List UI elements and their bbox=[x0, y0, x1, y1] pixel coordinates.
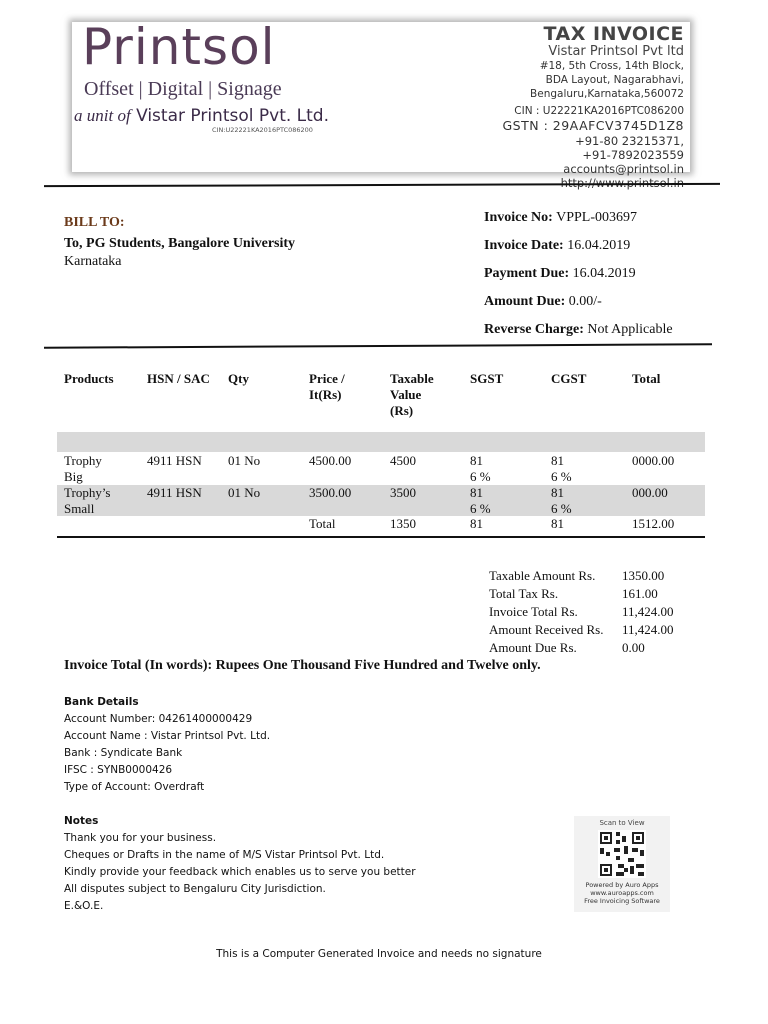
table-total-sgst: 81 bbox=[470, 516, 483, 531]
cgst-amount: 81 bbox=[551, 485, 564, 500]
col-products: Products bbox=[64, 371, 114, 386]
invoice-number bbox=[484, 204, 673, 232]
summary-due-value: 0.00 bbox=[622, 640, 645, 655]
qr-caption bbox=[574, 881, 670, 905]
address-line-3: Bengaluru,Karnataka,560072 bbox=[530, 88, 684, 100]
bank-details-title: Bank Details bbox=[64, 696, 139, 708]
company-gstn: GSTN : 29AAFCV3745D1Z8 bbox=[502, 118, 684, 133]
invoice-number-label: Invoice No: bbox=[484, 210, 553, 225]
row-hsn: 4911 HSN bbox=[147, 485, 202, 500]
col-hsn: HSN / SAC bbox=[147, 371, 210, 386]
qr-tagline: Free Invoicing Software bbox=[584, 897, 660, 905]
bank-details bbox=[64, 694, 270, 796]
cgst-rate: 6 % bbox=[551, 469, 572, 484]
summary-taxable-value: 1350.00 bbox=[622, 568, 665, 583]
row-cgst bbox=[551, 485, 572, 517]
summary-tax-value: 161.00 bbox=[622, 586, 658, 601]
bank-account-number: Account Number: 04261400000429 bbox=[64, 713, 253, 725]
summary-invoice-total-label: Invoice Total Rs. bbox=[489, 604, 578, 619]
row-total: 0000.00 bbox=[632, 453, 675, 468]
col-cgst: CGST bbox=[551, 371, 587, 386]
col-taxable-line-1: Taxable bbox=[390, 371, 434, 386]
sgst-amount: 81 bbox=[470, 485, 483, 500]
footer-note: This is a Computer Generated Invoice and needs no signature bbox=[216, 948, 542, 960]
notes-line: Kindly provide your feedback which enables us to serve you better bbox=[64, 866, 416, 878]
notes-line: Cheques or Drafts in the name of M/S Vistar Printsol Pvt. Ltd. bbox=[64, 849, 385, 861]
notes-line: All disputes subject to Bengaluru City Jurisdiction. bbox=[64, 883, 326, 895]
row-taxable: 4500 bbox=[390, 453, 416, 468]
row-price: 4500.00 bbox=[309, 453, 352, 468]
table-row bbox=[57, 453, 705, 485]
col-taxable bbox=[390, 371, 434, 419]
row-cgst bbox=[551, 453, 572, 485]
row-product bbox=[64, 453, 102, 485]
summary-received-value: 11,424.00 bbox=[622, 622, 674, 637]
cgst-rate: 6 % bbox=[551, 501, 572, 516]
payment-due-label: Payment Due: bbox=[484, 266, 570, 281]
summary-received-label: Amount Received Rs. bbox=[489, 622, 604, 637]
reverse-charge-label: Reverse Charge: bbox=[484, 322, 584, 337]
row-sgst bbox=[470, 453, 491, 485]
qr-scan-label: Scan to View bbox=[599, 819, 645, 827]
row-product bbox=[64, 485, 110, 517]
table-row bbox=[57, 485, 705, 516]
row-qty: 01 No bbox=[228, 453, 261, 468]
summary-taxable-label: Taxable Amount Rs. bbox=[489, 568, 596, 583]
row-hsn: 4911 HSN bbox=[147, 453, 202, 468]
col-sgst: SGST bbox=[470, 371, 504, 386]
col-price-line-1: Price / bbox=[309, 371, 345, 386]
company-name: Vistar Printsol Pvt ltd bbox=[548, 44, 684, 59]
table-spacer-row bbox=[57, 432, 705, 452]
col-qty: Qty bbox=[228, 371, 249, 386]
table-total-amount: 1512.00 bbox=[632, 516, 675, 531]
bank-ifsc: IFSC : SYNB0000426 bbox=[64, 764, 173, 776]
sgst-rate: 6 % bbox=[470, 501, 491, 516]
address-line-1: #18, 5th Cross, 14th Block, bbox=[539, 60, 684, 72]
row-sgst bbox=[470, 485, 491, 517]
col-total: Total bbox=[632, 371, 661, 386]
logo-tagline: Offset | Digital | Signage bbox=[84, 78, 282, 100]
bank-name: Bank : Syndicate Bank bbox=[64, 747, 183, 759]
document-title: TAX INVOICE bbox=[543, 23, 684, 45]
payment-due-value: 16.04.2019 bbox=[572, 266, 636, 281]
row-qty: 01 No bbox=[228, 485, 261, 500]
col-price-line-2: It(Rs) bbox=[309, 387, 342, 402]
bank-account-type: Type of Account: Overdraft bbox=[64, 781, 205, 793]
amount-due-label: Amount Due: bbox=[484, 294, 566, 309]
product-name-line-2: Small bbox=[64, 501, 95, 516]
logo-unit-company: Vistar Printsol Pvt. Ltd. bbox=[136, 106, 329, 126]
invoice-number-value: VPPL-003697 bbox=[556, 210, 637, 225]
row-taxable: 3500 bbox=[390, 485, 416, 500]
logo-cin: CIN:U22221KA2016PTC086200 bbox=[212, 126, 313, 134]
row-price: 3500.00 bbox=[309, 485, 352, 500]
table-total-taxable: 1350 bbox=[390, 516, 416, 531]
company-logo: Printsol bbox=[82, 18, 276, 76]
product-name-line-1: Trophy bbox=[64, 453, 102, 468]
company-details bbox=[503, 24, 685, 190]
table-total-label: Total bbox=[309, 516, 336, 531]
bill-to-state: Karnataka bbox=[64, 254, 122, 269]
payment-due bbox=[484, 260, 673, 288]
address-line-2: BDA Layout, Nagarabhavi, bbox=[545, 74, 684, 86]
amount-due bbox=[484, 288, 673, 316]
invoice-date bbox=[484, 232, 673, 260]
bill-to-name: To, PG Students, Bangalore University bbox=[64, 236, 296, 251]
logo-unit-line bbox=[74, 106, 329, 126]
cgst-amount: 81 bbox=[551, 453, 564, 468]
company-cin: CIN : U22221KA2016PTC086200 bbox=[514, 105, 684, 117]
bill-to-label: BILL TO: bbox=[64, 215, 125, 230]
summary-invoice-total-value: 11,424.00 bbox=[622, 604, 674, 619]
invoice-date-value: 16.04.2019 bbox=[567, 238, 631, 253]
summary-tax-label: Total Tax Rs. bbox=[489, 586, 559, 601]
row-total: 000.00 bbox=[632, 485, 668, 500]
notes-title: Notes bbox=[64, 815, 99, 827]
qr-code-icon[interactable] bbox=[598, 830, 646, 878]
company-email[interactable]: accounts@printsol.in bbox=[563, 162, 684, 176]
summary-due-label: Amount Due Rs. bbox=[489, 640, 577, 655]
amount-due-value: 0.00/- bbox=[568, 294, 602, 309]
table-total-cgst: 81 bbox=[551, 516, 564, 531]
col-price bbox=[309, 371, 345, 403]
product-name-line-2: Big bbox=[64, 469, 83, 484]
phone-2: +91-7892023559 bbox=[582, 148, 684, 162]
notes-line: E.&O.E. bbox=[64, 900, 104, 912]
invoice-date-label: Invoice Date: bbox=[484, 238, 564, 253]
col-taxable-line-3: (Rs) bbox=[390, 403, 414, 418]
invoice-meta bbox=[484, 204, 673, 344]
qr-site[interactable]: www.auroapps.com bbox=[590, 889, 654, 897]
notes-line: Thank you for your business. bbox=[64, 832, 217, 844]
notes bbox=[64, 813, 416, 915]
reverse-charge bbox=[484, 316, 673, 344]
product-name-line-1: Trophy’s bbox=[64, 485, 111, 500]
table-bottom-border bbox=[57, 536, 705, 538]
bank-account-name: Account Name : Vistar Printsol Pvt. Ltd. bbox=[64, 730, 271, 742]
meta-divider bbox=[44, 343, 712, 348]
phone-1: +91-80 23215371, bbox=[575, 134, 684, 148]
sgst-rate: 6 % bbox=[470, 469, 491, 484]
invoice-total-in-words: Invoice Total (In words): Rupees One Thousand Five Hundred and Twelve only. bbox=[64, 658, 541, 673]
qr-powered: Powered by Auro Apps bbox=[585, 881, 659, 889]
sgst-amount: 81 bbox=[470, 453, 483, 468]
logo-unit-prefix: a unit of bbox=[74, 106, 131, 125]
col-taxable-line-2: Value bbox=[390, 387, 422, 402]
reverse-charge-value: Not Applicable bbox=[587, 322, 673, 337]
